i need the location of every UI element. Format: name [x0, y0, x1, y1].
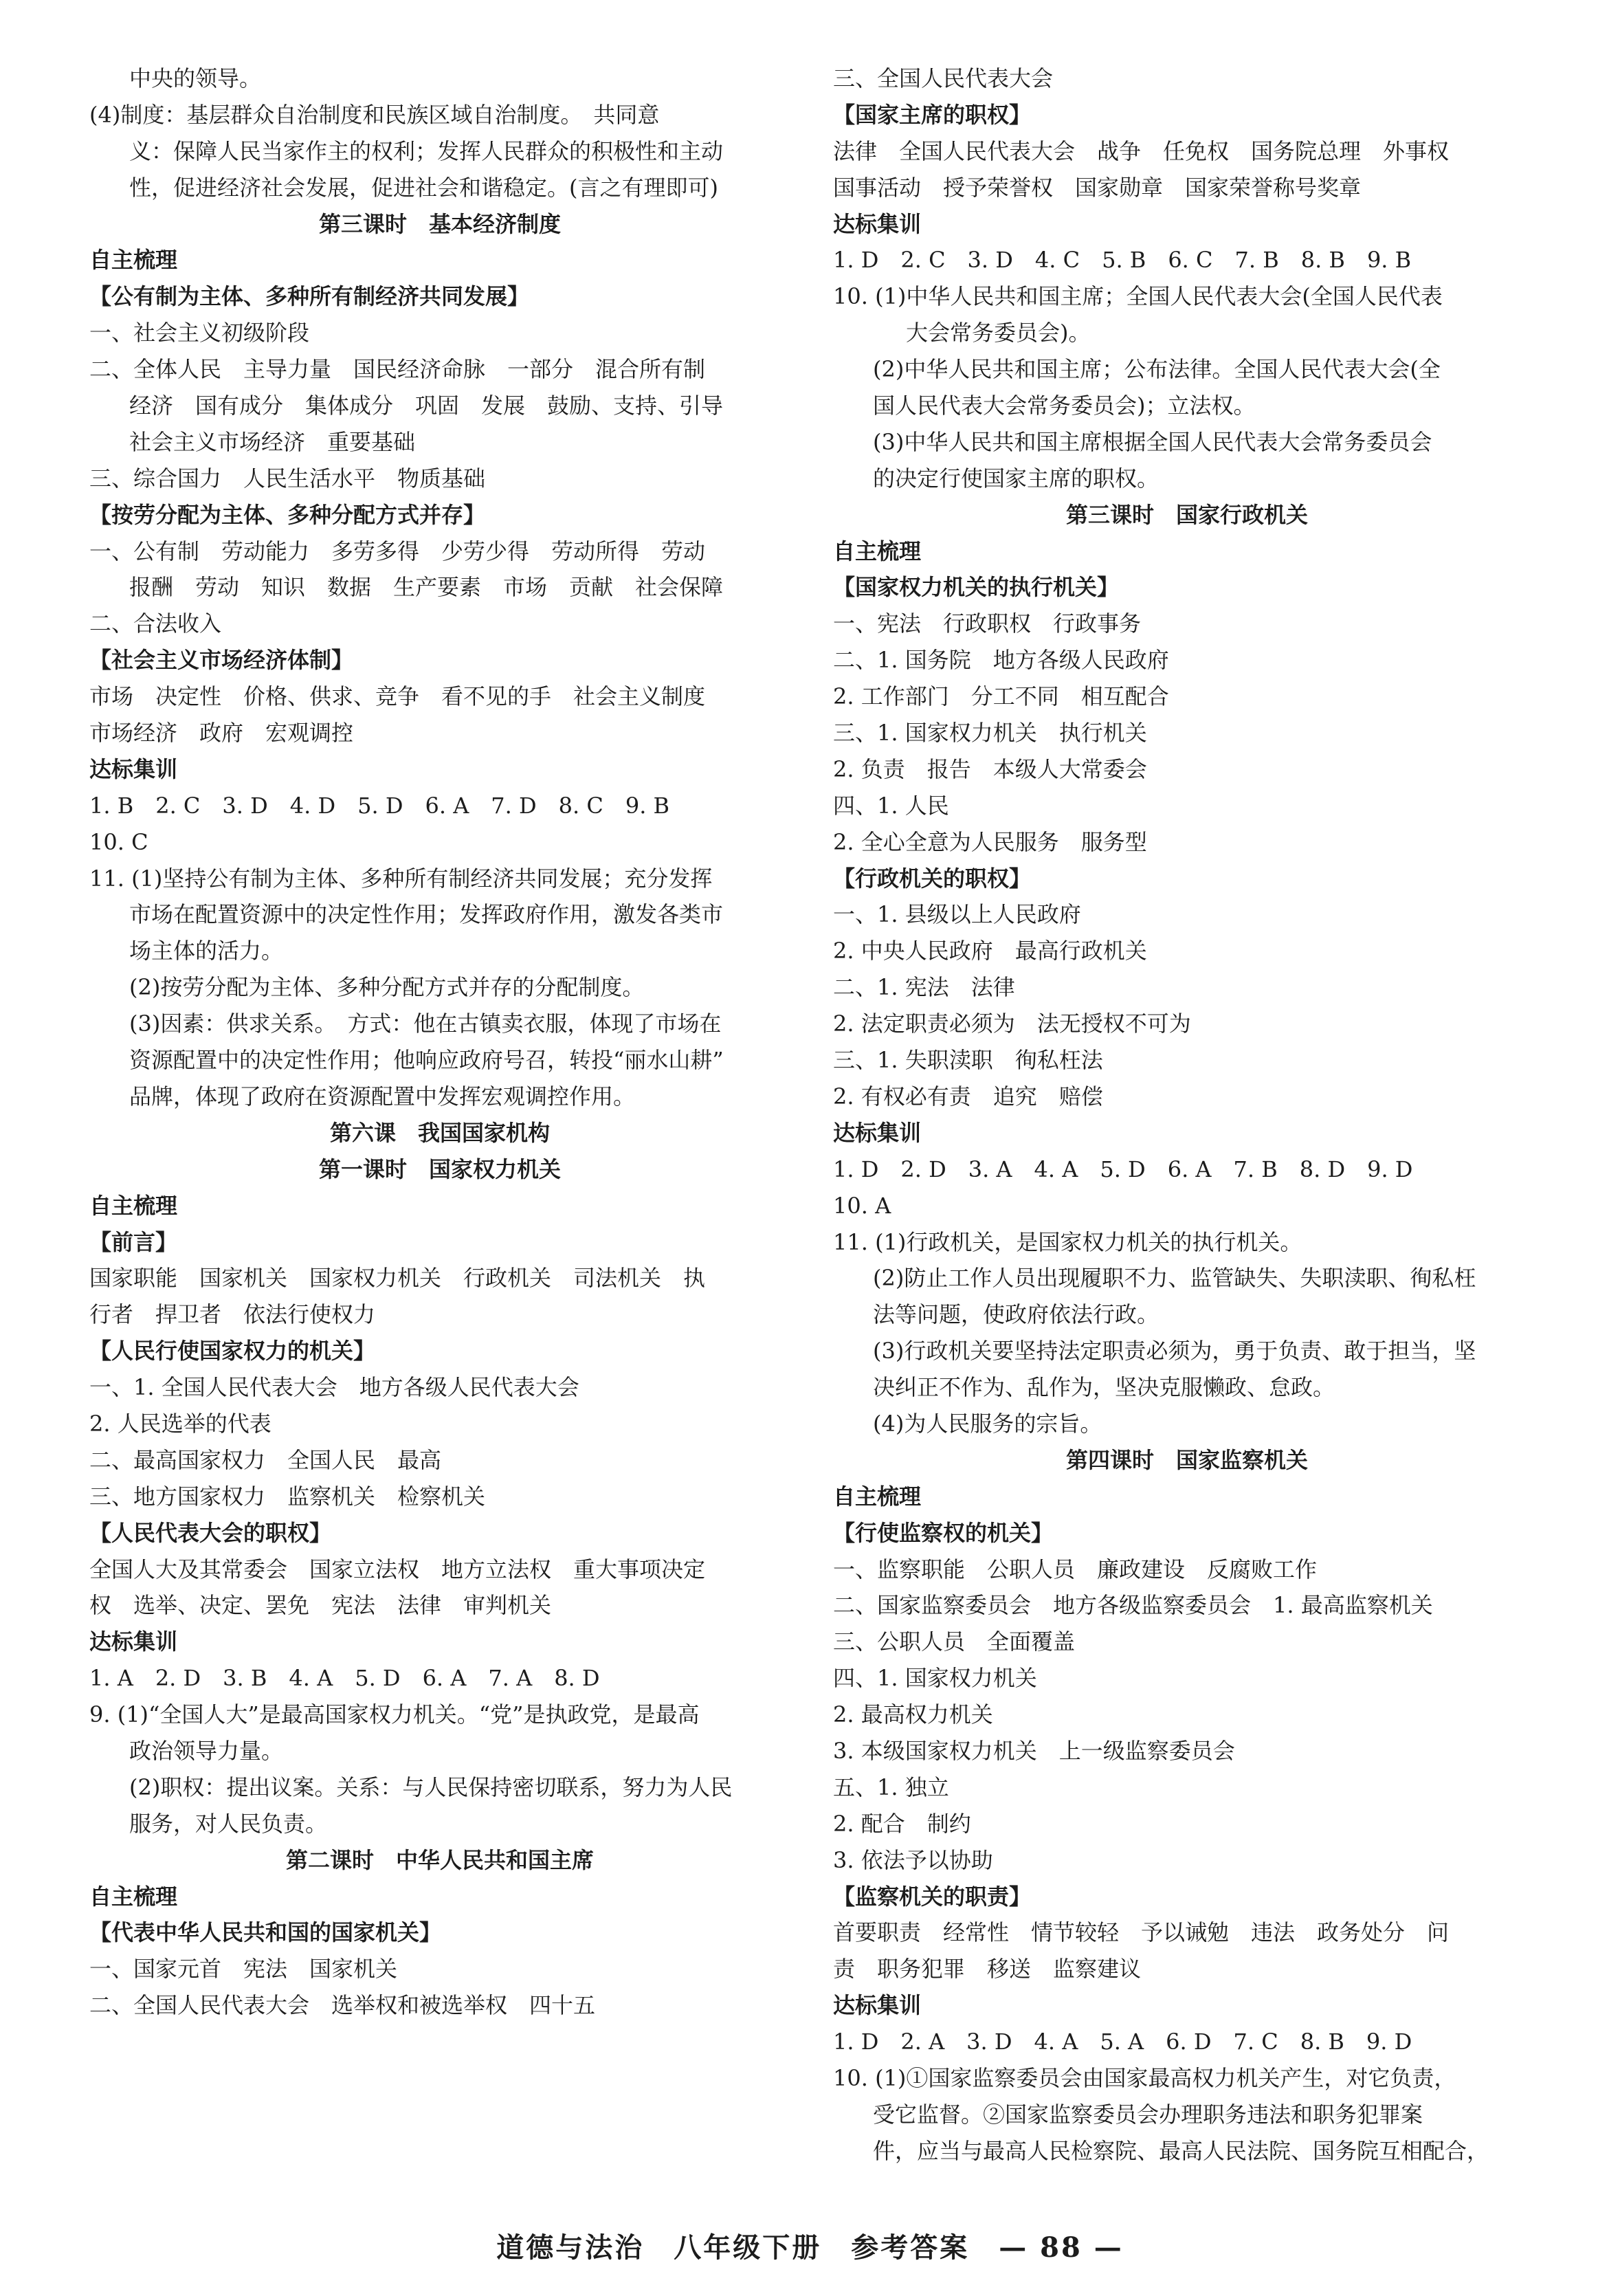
answer-line: 10. C — [89, 828, 148, 855]
answer-line: 法律 全国人民代表大会 战争 任免权 国务院总理 外事权 — [833, 137, 1450, 164]
answer-line: 二、最高国家权力 全国人民 最高 — [89, 1446, 442, 1473]
section-heading: 第三课时 国家行政机关 — [1065, 501, 1308, 528]
subsection-label: 自主梳理 — [833, 538, 922, 564]
answer-line: 1. D 2. A 3. D 4. A 5. A 6. D 7. C 8. B 9. D — [833, 2029, 1412, 2055]
answer-line: 性，促进经济社会发展，促进社会和谐稳定。(言之有理即可) — [129, 174, 718, 201]
subsection-label: 达标集训 — [833, 210, 922, 237]
answer-line: 行者 捍卫者 依法行使权力 — [89, 1301, 376, 1328]
subsection-label: 达标集训 — [89, 1629, 178, 1655]
topic-heading: 【国家主席的职权】 — [833, 101, 1032, 128]
topic-heading: 【按劳分配为主体、多种分配方式并存】 — [89, 501, 486, 528]
topic-heading: 【人民行使国家权力的机关】 — [89, 1338, 376, 1365]
answer-line: 三、公职人员 全面覆盖 — [833, 1629, 1076, 1655]
answer-line: 11. (1)行政机关，是国家权力机关的执行机关。 — [833, 1228, 1302, 1255]
answer-line: 3. 本级国家权力机关 上一级监察委员会 — [833, 1737, 1235, 1764]
answer-line: 1. D 2. C 3. D 4. C 5. B 6. C 7. B 8. B 9. B — [833, 247, 1412, 274]
answer-line: 10. A — [833, 1192, 891, 1219]
answer-line: 品牌，体现了政府在资源配置中发挥宏观调控作用。 — [129, 1083, 636, 1110]
answer-line: 五、1. 独立 — [833, 1774, 949, 1800]
answer-line: (4)为人民服务的宗旨。 — [873, 1410, 1102, 1437]
answer-line: 二、全国人民代表大会 选举权和被选举权 四十五 — [89, 1992, 596, 2019]
answer-line: (2)职权：提出议案。关系：与人民保持密切联系，努力为人民 — [129, 1774, 733, 1800]
answer-line: 1. D 2. D 3. A 4. A 5. D 6. A 7. B 8. D 9. D — [833, 1156, 1413, 1182]
answer-line: 一、宪法 行政职权 行政事务 — [833, 610, 1142, 637]
answer-line: 11. (1)坚持公有制为主体、多种所有制经济共同发展；充分发挥 — [89, 865, 713, 892]
section-heading: 第二课时 中华人民共和国主席 — [285, 1846, 594, 1873]
answer-line: 一、国家元首 宪法 国家机关 — [89, 1956, 398, 1983]
answer-line: 政治领导力量。 — [129, 1737, 284, 1764]
answer-line: 社会主义市场经济 重要基础 — [129, 428, 416, 455]
answer-line: 3. 依法予以协助 — [833, 1846, 993, 1873]
answer-line: 三、综合国力 人民生活水平 物质基础 — [89, 465, 486, 492]
answer-line: 2. 负责 报告 本级人大常委会 — [833, 755, 1147, 782]
answer-line: 二、国家监察委员会 地方各级监察委员会 1. 最高监察机关 — [833, 1592, 1433, 1619]
answer-line: 二、合法收入 — [89, 610, 222, 637]
answer-line: 2. 人民选举的代表 — [89, 1410, 271, 1437]
answer-line: 四、1. 国家权力机关 — [833, 1665, 1037, 1692]
topic-heading: 【行使监察权的机关】 — [833, 1519, 1054, 1546]
answer-line: 市场在配置资源中的决定性作用；发挥政府作用，激发各类市 — [129, 901, 724, 928]
section-heading: 第三课时 基本经济制度 — [318, 210, 561, 237]
answer-line: 2. 法定职责必须为 法无授权不可为 — [833, 1011, 1191, 1037]
topic-heading: 【行政机关的职权】 — [833, 865, 1032, 892]
answer-line: 受它监督。②国家监察委员会办理职务违法和职务犯罪案 — [873, 2101, 1423, 2128]
subsection-label: 自主梳理 — [89, 1192, 178, 1219]
answer-line: 全国人大及其常委会 国家立法权 地方立法权 重大事项决定 — [89, 1556, 706, 1582]
subsection-label: 自主梳理 — [833, 1483, 922, 1510]
answer-line: 首要职责 经常性 情节较轻 予以诫勉 违法 政务处分 问 — [833, 1919, 1450, 1946]
answer-line: 三、地方国家权力 监察机关 检察机关 — [89, 1483, 486, 1510]
left-column — [89, 60, 790, 2024]
answer-line: 件，应当与最高人民检察院、最高人民法院、国务院互相配合， — [873, 2137, 1489, 2164]
answer-line: 大会常务委员会)。 — [906, 320, 1091, 346]
answer-line: (4)制度：基层群众自治制度和民族区域自治制度。 共同意 — [89, 101, 660, 128]
answer-line: 一、公有制 劳动能力 多劳多得 少劳少得 劳动所得 劳动 — [89, 538, 706, 564]
answer-line: 9. (1)“全国人大”是最高国家权力机关。“党”是执政党，是最高 — [89, 1701, 700, 1728]
answer-line: 1. A 2. D 3. B 4. A 5. D 6. A 7. A 8. D — [89, 1665, 600, 1692]
answer-line: 2. 全心全意为人民服务 服务型 — [833, 828, 1147, 855]
section-heading: 第四课时 国家监察机关 — [1065, 1446, 1308, 1473]
answer-line: 市场经济 政府 宏观调控 — [89, 720, 354, 747]
answer-line: 一、1. 全国人民代表大会 地方各级人民代表大会 — [89, 1374, 579, 1401]
answer-line: 2. 配合 制约 — [833, 1810, 971, 1837]
page-footer: 道德与法治 八年级下册 参考答案 — 88 — — [496, 2231, 1124, 2264]
topic-heading: 【前言】 — [89, 1228, 178, 1255]
subsection-label: 达标集训 — [833, 1992, 922, 2019]
subsection-label: 自主梳理 — [89, 1883, 178, 1910]
subsection-label: 达标集训 — [89, 755, 178, 782]
answer-line: 一、监察职能 公职人员 廉政建设 反腐败工作 — [833, 1556, 1318, 1582]
answer-line: 服务，对人民负责。 — [129, 1810, 328, 1837]
topic-heading: 【公有制为主体、多种所有制经济共同发展】 — [89, 283, 530, 310]
answer-line: 三、1. 失职渎职 徇私枉法 — [833, 1047, 1103, 1074]
topic-heading: 【社会主义市场经济体制】 — [89, 647, 354, 674]
answer-line: (3)中华人民共和国主席根据全国人民代表大会常务委员会 — [873, 428, 1432, 455]
answer-line: 一、1. 县级以上人民政府 — [833, 901, 1081, 928]
answer-line: 三、全国人民代表大会 — [833, 65, 1054, 91]
subsection-label: 自主梳理 — [89, 247, 178, 274]
answer-line: (2)按劳分配为主体、多种分配方式并存的分配制度。 — [129, 974, 645, 1001]
answer-line: 二、1. 宪法 法律 — [833, 974, 1015, 1001]
answer-line: 国家职能 国家机关 国家权力机关 行政机关 司法机关 执 — [89, 1265, 706, 1292]
topic-heading: 【监察机关的职责】 — [833, 1883, 1032, 1910]
answer-line: 义：保障人民当家作主的权利；发挥人民群众的积极性和主动 — [129, 137, 724, 164]
answer-line: 2. 最高权力机关 — [833, 1701, 993, 1728]
answer-line: 经济 国有成分 集体成分 巩固 发展 鼓励、支持、引导 — [129, 393, 724, 419]
answer-line: 资源配置中的决定性作用；他响应政府号召，转投“丽水山耕” — [129, 1047, 724, 1074]
answer-line: 三、1. 国家权力机关 执行机关 — [833, 720, 1147, 747]
section-heading: 第六课 我国国家机构 — [329, 1119, 550, 1146]
answer-line: 决纠正不作为、乱作为，坚决克服懒政、怠政。 — [873, 1374, 1335, 1401]
answer-line: 10. (1)①国家监察委员会由国家最高权力机关产生，对它负责， — [833, 2064, 1456, 2091]
right-column — [833, 60, 1541, 2170]
answer-line: (2)中华人民共和国主席；公布法律。全国人民代表大会(全 — [873, 356, 1441, 383]
answer-line: 2. 工作部门 分工不同 相互配合 — [833, 683, 1169, 710]
answer-line: 报酬 劳动 知识 数据 生产要素 市场 贡献 社会保障 — [129, 574, 724, 601]
answer-line: 2. 中央人民政府 最高行政机关 — [833, 938, 1147, 964]
answer-line: 2. 有权必有责 追究 赔偿 — [833, 1083, 1103, 1110]
answer-line: 中央的领导。 — [129, 65, 262, 91]
answer-line: 二、全体人民 主导力量 国民经济命脉 一部分 混合所有制 — [89, 356, 706, 383]
answer-line: (2)防止工作人员出现履职不力、监管缺失、失职渎职、徇私枉 — [873, 1265, 1476, 1292]
answer-line: 法等问题，使政府依法行政。 — [873, 1301, 1159, 1328]
answer-line: 国人民代表大会常务委员会)；立法权。 — [873, 393, 1256, 419]
answer-line: 场主体的活力。 — [129, 938, 284, 964]
answer-line: (3)因素：供求关系。 方式：他在古镇卖衣服，体现了市场在 — [129, 1011, 722, 1037]
answer-line: 10. (1)中华人民共和国主席；全国人民代表大会(全国人民代表 — [833, 283, 1443, 310]
answer-line: 权 选举、决定、罢免 宪法 法律 审判机关 — [89, 1592, 552, 1619]
answer-line: 责 职务犯罪 移送 监察建议 — [833, 1956, 1142, 1983]
section-heading: 第一课时 国家权力机关 — [318, 1156, 561, 1182]
answer-line: 的决定行使国家主席的职权。 — [873, 465, 1159, 492]
answer-line: 国事活动 授予荣誉权 国家勋章 国家荣誉称号奖章 — [833, 174, 1362, 201]
answer-line: 市场 决定性 价格、供求、竞争 看不见的手 社会主义制度 — [89, 683, 706, 710]
topic-heading: 【人民代表大会的职权】 — [89, 1519, 332, 1546]
topic-heading: 【国家权力机关的执行机关】 — [833, 574, 1120, 601]
answer-line: 四、1. 人民 — [833, 792, 949, 819]
answer-line: 二、1. 国务院 地方各级人民政府 — [833, 647, 1169, 674]
subsection-label: 达标集训 — [833, 1119, 922, 1146]
topic-heading: 【代表中华人民共和国的国家机关】 — [89, 1919, 442, 1946]
answer-line: (3)行政机关要坚持法定职责必须为，勇于负责、敢于担当，坚 — [873, 1338, 1476, 1365]
answer-line: 1. B 2. C 3. D 4. D 5. D 6. A 7. D 8. C 9. B — [89, 792, 670, 819]
answer-line: 一、社会主义初级阶段 — [89, 320, 310, 346]
